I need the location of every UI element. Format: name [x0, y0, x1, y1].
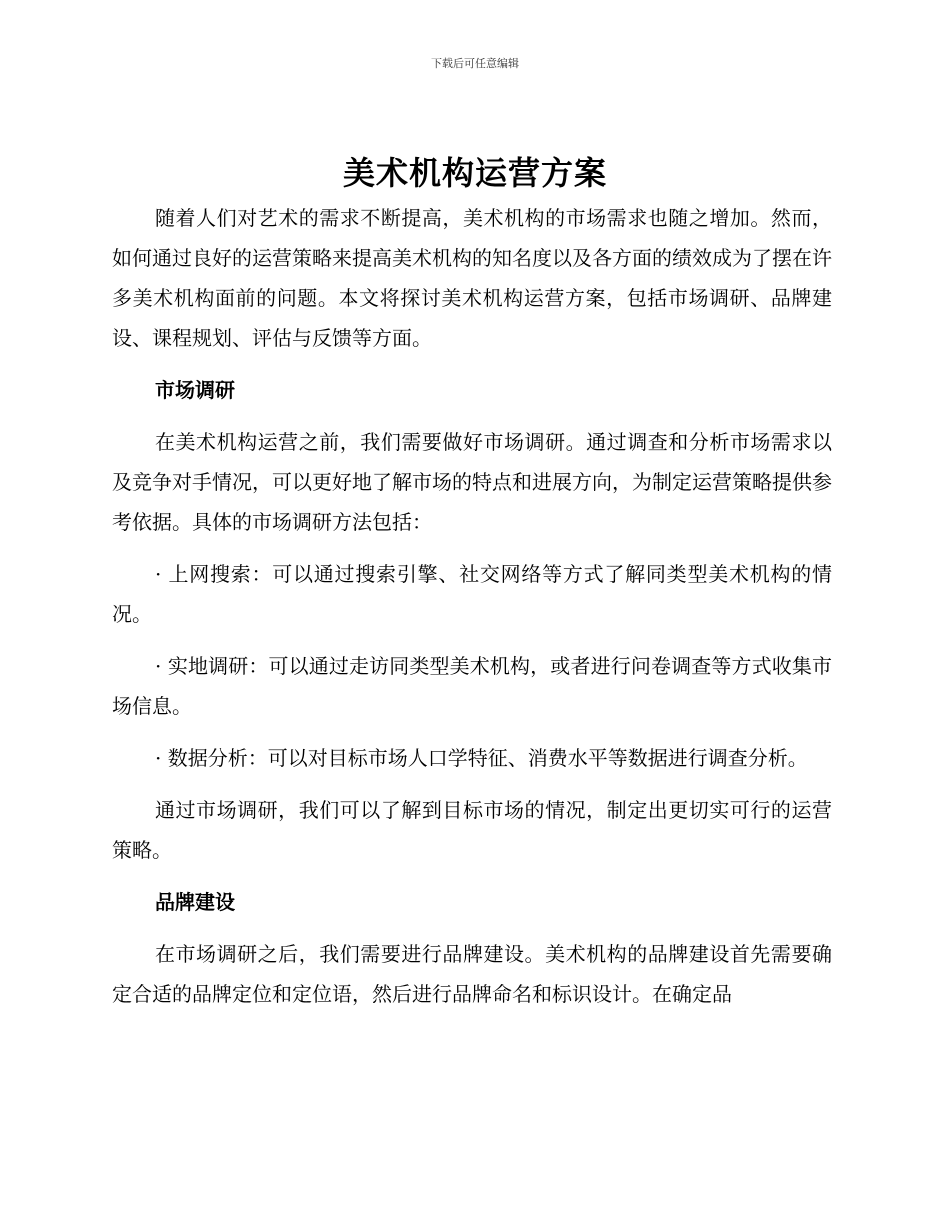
document-body	[112, 198, 832, 1026]
bullet-paragraph: · 数据分析：可以对目标市场人口学特征、消费水平等数据进行调查分析。	[155, 746, 808, 770]
bullet-paragraph: · 上网搜索：可以通过搜索引擎、社交网络等方式了解同类型美术机构的情况。	[112, 562, 832, 626]
body-paragraph: 通过市场调研，我们可以了解到目标市场的情况，制定出更切实可行的运营策略。	[112, 798, 832, 862]
bullet-paragraph: · 实地调研：可以通过走访同类型美术机构，或者进行问卷调查等方式收集市场信息。	[112, 654, 832, 718]
intro-paragraph: 随着人们对艺术的需求不断提高，美术机构的市场需求也随之增加。然而，如何通过良好的运营策略来提高美术机构的知名度以及各方面的绩效成为了摆在许多美术机构面前的问题。本文将探讨美术机构运营方案，包括市场调研、品牌建设、课程规划、评估与反馈等方面。	[112, 206, 832, 350]
page-title: 美术机构运营方案	[342, 154, 607, 192]
body-paragraph: 在市场调研之后，我们需要进行品牌建设。美术机构的品牌建设首先需要确定合适的品牌定位和定位语，然后进行品牌命名和标识设计。在确定品	[112, 942, 832, 1006]
section-heading-brand-building: 品牌建设	[155, 890, 235, 914]
section-heading-market-research: 市场调研	[155, 378, 235, 402]
page-header-note: 下载后可任意编辑	[431, 57, 519, 70]
body-paragraph: 在美术机构运营之前，我们需要做好市场调研。通过调查和分析市场需求以及竞争对手情况，可以更好地了解市场的特点和进展方向，为制定运营策略提供参考依据。具体的市场调研方法包括：	[112, 430, 832, 534]
